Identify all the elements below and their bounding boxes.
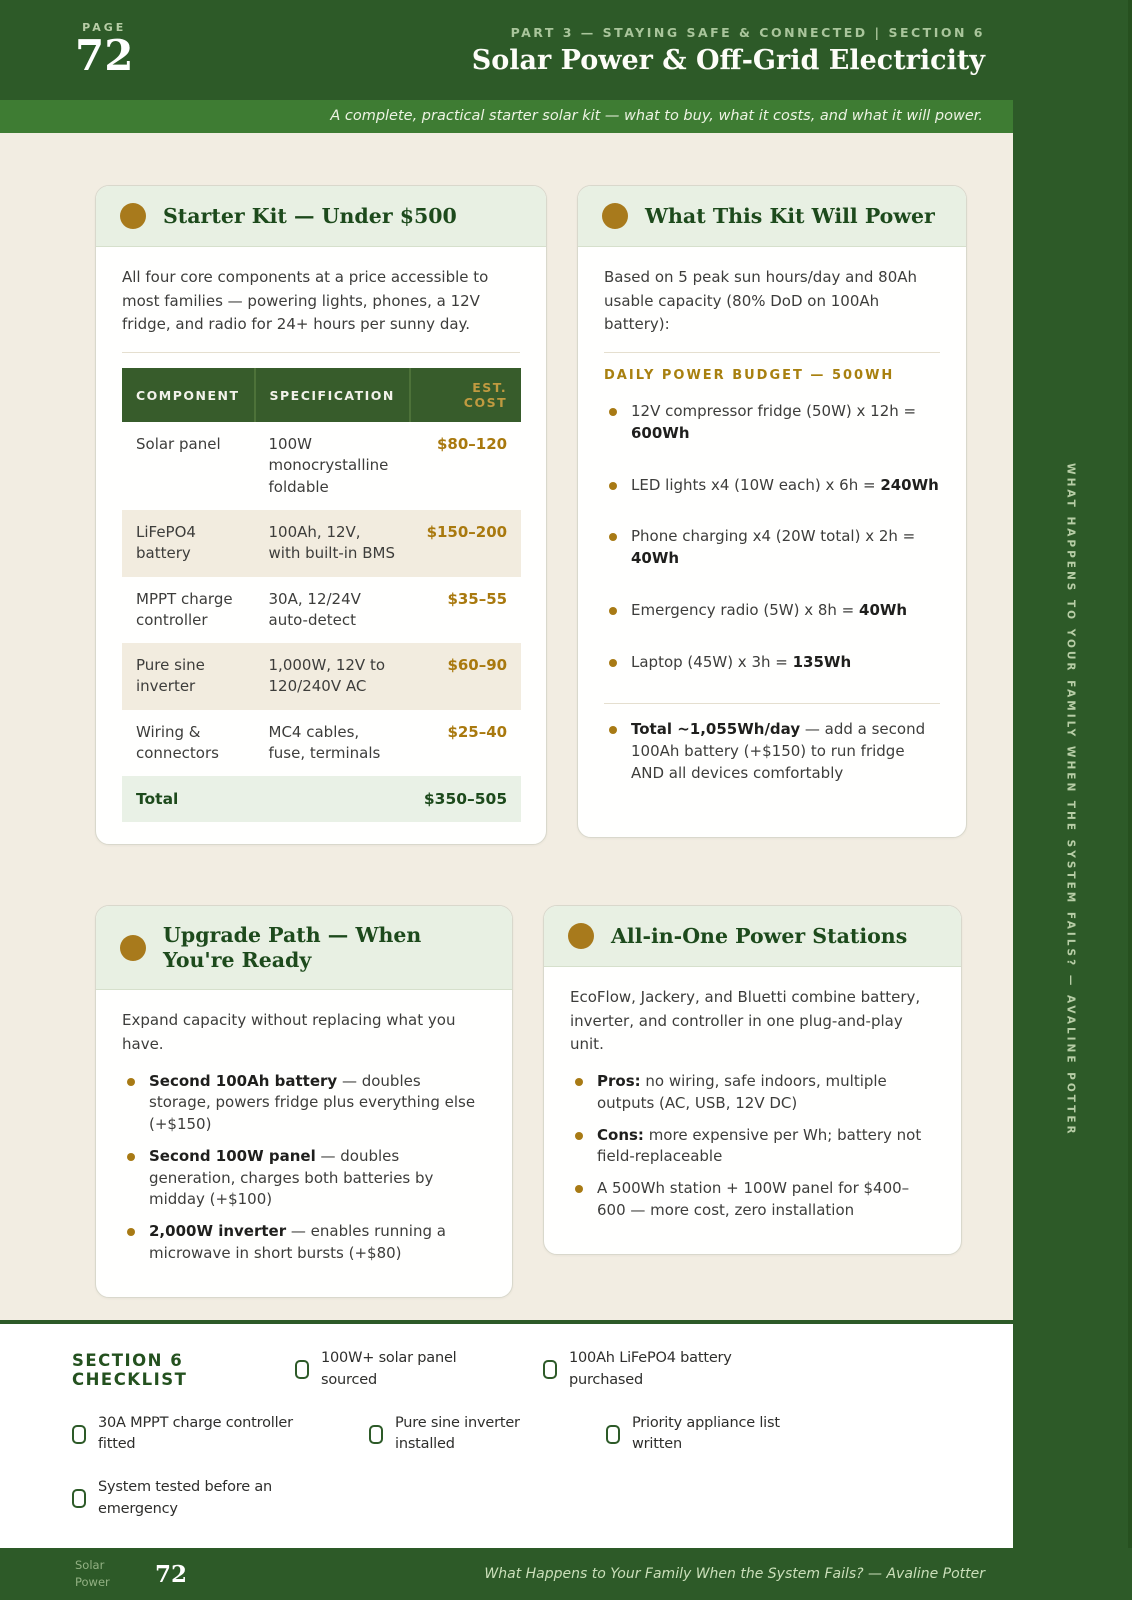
item-text: LED lights x4 (10W each) x 6h = (631, 475, 881, 494)
item-text: Emergency radio (5W) x 8h = (631, 600, 860, 619)
list-item (122, 1146, 486, 1211)
header-titles (472, 25, 1013, 76)
kit-power-title: What This Kit Will Power (645, 203, 935, 228)
upgrade-path-intro: Expand capacity without replacing what you have. (122, 1011, 456, 1053)
starter-kit-intro: All four core components at a price accessible to most families — powering lights, phones, a 12V fridge, and radio for 24+ hours per sunny day. (122, 268, 489, 334)
upgrade-list (122, 1071, 486, 1265)
list-item (570, 1125, 935, 1169)
cell-component: Wiring & connectors (136, 722, 219, 763)
kit-power-intro: Based on 5 peak sun hours/day and 80Ah usable capacity (80% DoD on 100Ah battery): (604, 268, 918, 334)
item-text: more expensive per Wh; battery not field-replaceable (597, 1125, 922, 1166)
table-row (122, 710, 521, 777)
checkbox-icon[interactable] (72, 1425, 86, 1444)
list-item (604, 526, 940, 570)
starter-kit-body (96, 247, 546, 844)
item-text: Phone charging x4 (20W total) x 2h = (631, 527, 916, 546)
list-item (570, 1071, 935, 1115)
cell-component: Solar panel (136, 435, 221, 454)
kit-power-card-header (578, 186, 966, 247)
table-total-row (122, 776, 521, 822)
stations-list (570, 1071, 935, 1222)
item-text: Laptop (45W) x 3h = (631, 652, 793, 671)
power-stations-body (544, 967, 961, 1254)
checklist-row (72, 1413, 983, 1457)
cell-spec: 100Ah, 12V, with built-in BMS (255, 510, 410, 577)
item-text: no wiring, safe indoors, multiple outputs (AC, USB, 12V DC) (597, 1072, 887, 1112)
checklist-item (72, 1477, 293, 1521)
cell-component: Pure sine inverter (122, 643, 255, 710)
gold-dot-icon (568, 923, 594, 949)
checkbox-icon[interactable] (369, 1425, 383, 1444)
footer-page-number: 72 (155, 1560, 188, 1588)
right-sidebar-band (1013, 0, 1132, 1600)
cell-cost: $60–90 (410, 643, 521, 710)
section-checklist (0, 1324, 1013, 1548)
total-cost: $350–505 (410, 776, 521, 822)
divider (122, 352, 520, 353)
checkbox-icon[interactable] (543, 1360, 557, 1379)
item-bold: 2,000W inverter (149, 1222, 287, 1241)
item-bold: Total ~1,055Wh/day (631, 720, 801, 739)
checklist-title: SECTION 6 CHECKLIST (72, 1350, 188, 1389)
table-row (122, 422, 521, 510)
power-stations-title: All-in-One Power Stations (611, 923, 908, 948)
item-bold: 240Wh (880, 475, 939, 494)
component-cost-table (122, 368, 521, 822)
col-header-est-cost: EST. COST (410, 368, 521, 422)
item-bold: 135Wh (792, 652, 852, 671)
power-stations-card (543, 905, 962, 1255)
cell-spec: MC4 cables, fuse, terminals (268, 722, 381, 763)
footer-book-label: Solar Power (75, 1557, 110, 1589)
checklist-label: System tested before an emergency (98, 1479, 273, 1517)
power-stations-intro: EcoFlow, Jackery, and Bluetti combine battery, inverter, and controller in one plug-and-play unit. (570, 988, 921, 1054)
starter-kit-card (95, 185, 547, 845)
kit-power-body (578, 247, 966, 817)
checklist-row (72, 1477, 983, 1521)
kit-power-card (577, 185, 967, 838)
list-item (570, 1178, 935, 1222)
section-kicker: PART 3 — STAYING SAFE & CONNECTED | SECTION 6 (510, 24, 985, 40)
list-item (122, 1221, 486, 1265)
item-bold: 40Wh (631, 549, 680, 568)
cell-cost: $35–55 (447, 589, 508, 608)
checklist-row (72, 1348, 983, 1392)
checkbox-icon[interactable] (72, 1489, 86, 1508)
cell-cost: $150–200 (410, 510, 521, 577)
upgrade-path-title: Upgrade Path — When You're Ready (163, 923, 422, 972)
cell-component: LiFePO4 battery (122, 510, 255, 577)
divider (604, 703, 940, 704)
table-row (122, 510, 521, 577)
checklist-item (295, 1348, 543, 1392)
gold-dot-icon (602, 203, 628, 229)
subtitle-bar: A complete, practical starter solar kit — what to buy, what it costs, and what it will power. (0, 100, 1013, 133)
item-bold: 40Wh (859, 600, 908, 619)
divider (604, 352, 940, 353)
cell-spec: 30A, 12/24V auto-detect (268, 589, 361, 629)
page-title: Solar Power & Off-Grid Electricity (471, 44, 985, 76)
list-item (604, 475, 940, 497)
page-number-badge (75, 21, 134, 81)
checkbox-icon[interactable] (606, 1425, 620, 1444)
list-item (122, 1071, 486, 1136)
total-label: Total (122, 776, 255, 822)
checklist-item (72, 1413, 369, 1457)
item-bold: Cons: (597, 1125, 644, 1144)
page-label: PAGE (82, 21, 127, 35)
content-area (0, 133, 1013, 1320)
footer-credit: What Happens to Your Family When the System Fails? — Avaline Potter (484, 1566, 985, 1582)
power-total-list (604, 719, 940, 784)
checklist-label: 100W+ solar panel sourced (321, 1350, 457, 1388)
upgrade-path-card-header (96, 906, 512, 990)
checklist-item (543, 1348, 769, 1392)
page-number: 72 (75, 31, 134, 81)
daily-power-budget-label: DAILY POWER BUDGET — 500WH (604, 368, 895, 384)
item-text: — add a second 100Ah battery (+$150) to run fridge AND all devices comfortably (631, 720, 926, 782)
cell-component: MPPT charge controller (136, 589, 233, 629)
cell-cost: $80–120 (437, 435, 508, 454)
col-header-component: COMPONENT (122, 368, 255, 422)
starter-kit-card-header (96, 186, 546, 247)
item-bold: Second 100Ah battery (149, 1071, 338, 1090)
gold-dot-icon (120, 935, 146, 961)
item-text: A 500Wh station + 100W panel for $400–600 — more cost, zero installation (597, 1179, 910, 1219)
gold-dot-icon (120, 203, 146, 229)
item-text: — enables running a microwave in short bursts (+$80) (149, 1222, 446, 1262)
checklist-item (606, 1413, 802, 1457)
checklist-label: 100Ah LiFePO4 battery purchased (569, 1350, 732, 1388)
starter-kit-title: Starter Kit — Under $500 (163, 203, 457, 228)
item-text: — doubles storage, powers fridge plus everything else (+$150) (149, 1071, 476, 1134)
upgrade-path-card (95, 905, 513, 1298)
checklist-label: Pure sine inverter installed (395, 1414, 520, 1453)
item-bold: Pros: (597, 1072, 641, 1091)
col-header-specification: SPECIFICATION (255, 368, 410, 422)
table-row (122, 577, 521, 644)
page-footer (0, 1548, 1132, 1600)
power-budget-list (604, 401, 940, 673)
power-stations-card-header (544, 906, 961, 967)
checklist-label: 30A MPPT charge controller fitted (98, 1414, 293, 1453)
upgrade-path-body (96, 990, 512, 1296)
list-item-total (604, 719, 940, 784)
page-header (0, 0, 1013, 100)
list-item (604, 652, 940, 674)
total-spacer (255, 776, 410, 822)
checklist-item (369, 1413, 606, 1457)
cell-cost: $25–40 (447, 722, 508, 741)
item-bold: Second 100W panel (149, 1146, 316, 1165)
item-text: 12V compressor fridge (50W) x 12h = (631, 402, 917, 421)
cell-spec: 1,000W, 12V to 120/240V AC (255, 643, 410, 710)
checklist-label: Priority appliance list written (632, 1414, 780, 1453)
table-row (122, 643, 521, 710)
item-text: — doubles generation, charges both batteries by midday (+$100) (149, 1146, 434, 1209)
table-header-row (122, 368, 521, 422)
cell-spec: 100W monocrystalline foldable (268, 435, 389, 496)
item-bold: 600Wh (631, 423, 690, 442)
list-item (604, 401, 940, 445)
checkbox-icon[interactable] (295, 1360, 309, 1379)
sidebar-vertical-text: WHAT HAPPENS TO YOUR FAMILY WHEN THE SYSTEM FAILS? — AVALINE POTTER (1064, 463, 1077, 1137)
list-item (604, 600, 940, 622)
